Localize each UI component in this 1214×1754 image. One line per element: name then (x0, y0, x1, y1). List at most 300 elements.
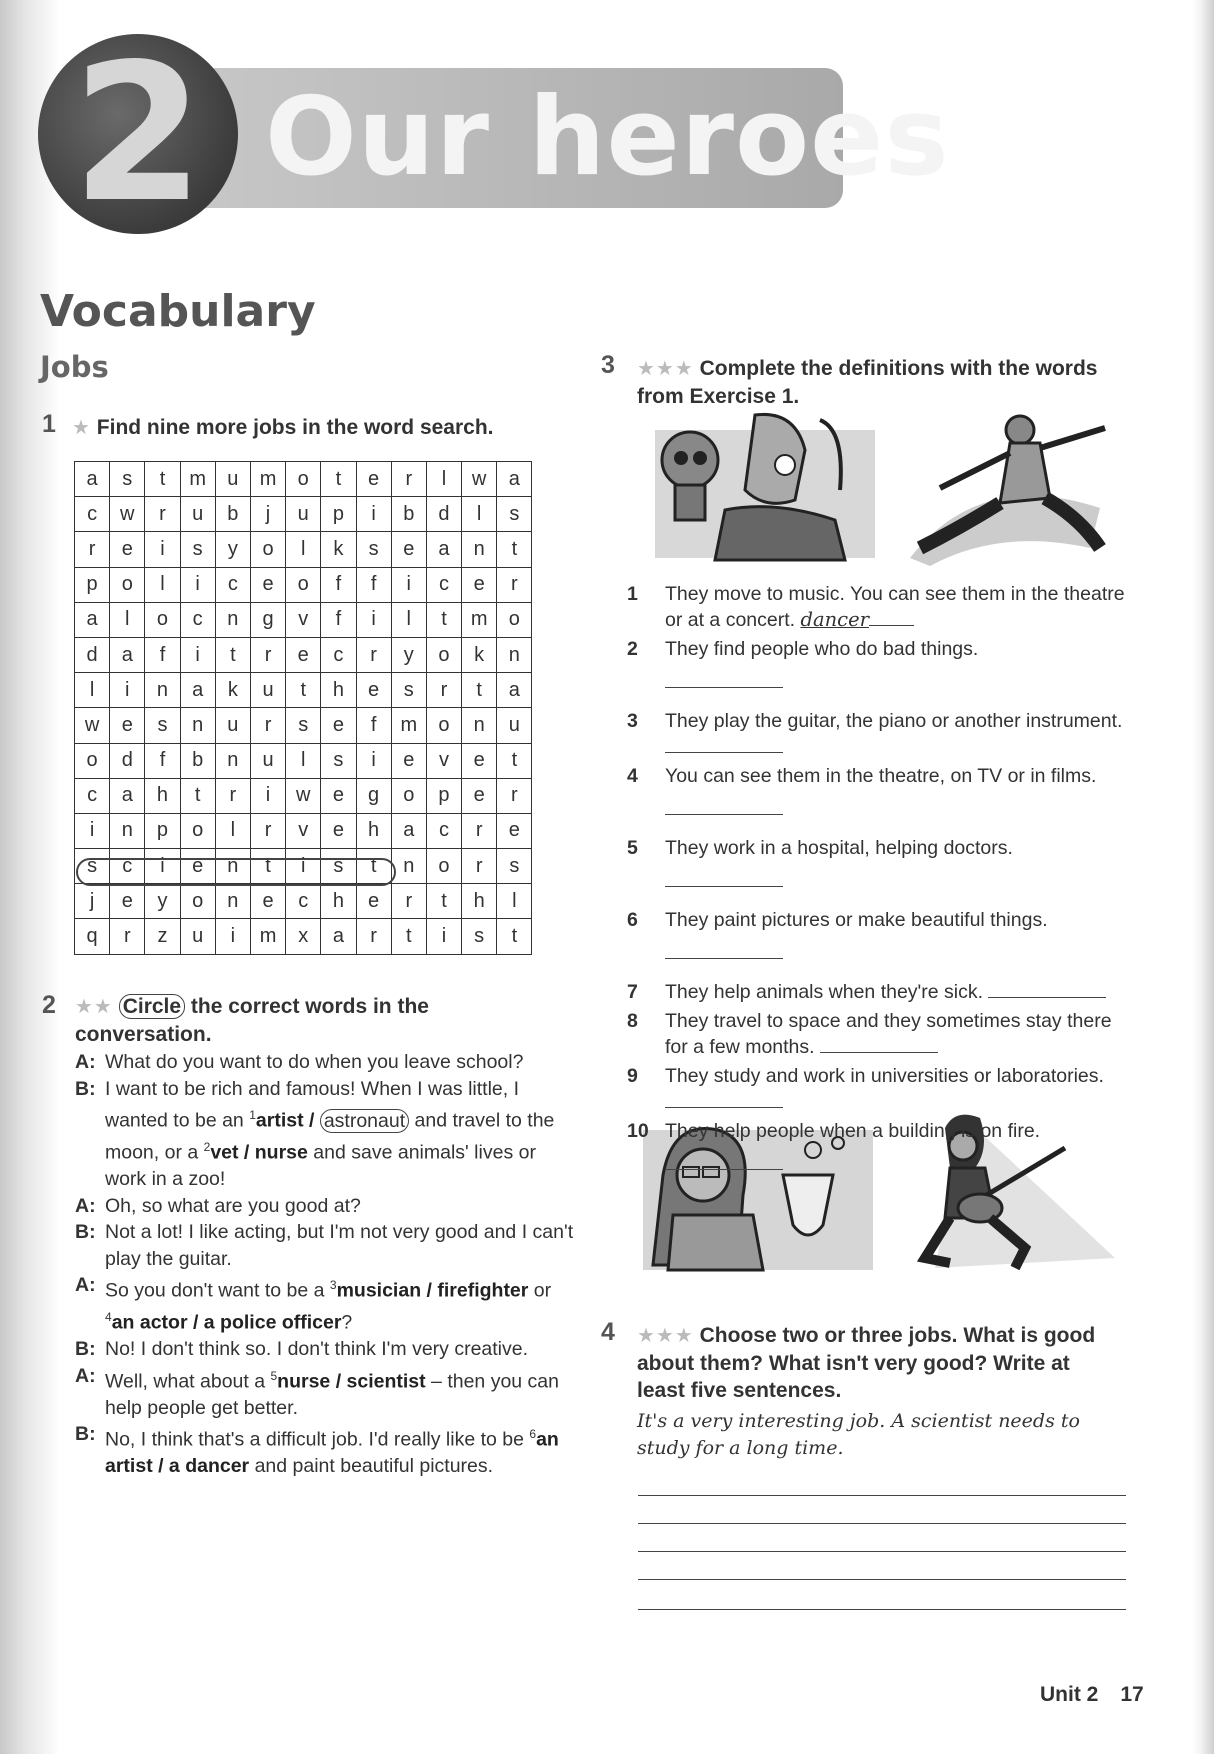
grid-letter[interactable]: s (110, 462, 145, 497)
grid-letter[interactable]: y (215, 532, 250, 567)
answer-blank[interactable] (869, 608, 914, 626)
grid-letter[interactable]: p (321, 497, 356, 532)
grid-letter[interactable]: e (321, 778, 356, 813)
grid-letter[interactable]: s (321, 743, 356, 778)
grid-letter[interactable]: c (180, 602, 215, 637)
footer-unit: Unit 2 (1040, 1683, 1099, 1706)
grid-letter[interactable]: s (391, 673, 426, 708)
grid-letter[interactable]: r (75, 532, 110, 567)
grid-letter[interactable]: w (75, 708, 110, 743)
definition-text: You can see them in the theatre, on TV or in films. (665, 765, 1097, 787)
definition-number: 9 (627, 1065, 638, 1087)
exercise-3-text: Complete the definitions with the words from Exercise 1. (637, 357, 1098, 408)
definition-text: They help people when a building is on fire. (665, 1120, 1041, 1142)
definition-text: They paint pictures or make beautiful things. (665, 909, 1048, 931)
grid-letter[interactable]: w (110, 497, 145, 532)
grid-letter[interactable]: a (426, 532, 461, 567)
grid-letter[interactable]: j (75, 884, 110, 919)
grid-letter[interactable]: n (180, 708, 215, 743)
grid-row (75, 813, 532, 848)
answer-blank[interactable] (820, 1035, 938, 1053)
grid-letter[interactable]: r (391, 884, 426, 919)
grid-letter[interactable]: e (462, 567, 497, 602)
grid-letter[interactable]: l (215, 813, 250, 848)
grid-letter[interactable]: t (180, 778, 215, 813)
grid-letter[interactable]: r (356, 637, 391, 672)
grid-row (75, 743, 532, 778)
grid-letter[interactable]: s (497, 849, 532, 884)
writing-line[interactable] (638, 1579, 1126, 1580)
grid-letter[interactable]: p (145, 813, 180, 848)
grid-letter[interactable]: h (321, 884, 356, 919)
grid-letter[interactable]: v (286, 602, 321, 637)
grid-letter[interactable]: i (356, 602, 391, 637)
definition-number: 3 (627, 710, 638, 732)
grid-letter[interactable]: t (426, 884, 461, 919)
line-text: and save animals' lives or work in a zoo! (105, 1141, 536, 1190)
grid-letter[interactable]: l (497, 884, 532, 919)
grid-letter[interactable]: t (250, 849, 285, 884)
grid-letter[interactable]: e (321, 813, 356, 848)
conversation-line (75, 1076, 575, 1193)
definition-number: 7 (627, 981, 638, 1003)
conversation-text (105, 1336, 575, 1363)
grid-letter[interactable]: c (286, 884, 321, 919)
word-choice[interactable]: an artist / a dancer (105, 1428, 559, 1477)
grid-letter[interactable]: e (180, 849, 215, 884)
grid-letter[interactable]: f (321, 602, 356, 637)
exercise-1-number: 1 (42, 410, 56, 438)
grid-letter[interactable]: m (462, 602, 497, 637)
grid-letter[interactable]: k (462, 637, 497, 672)
grid-letter[interactable]: c (75, 778, 110, 813)
conversation-text (105, 1076, 575, 1193)
grid-letter[interactable]: a (497, 673, 532, 708)
grid-letter[interactable]: t (321, 462, 356, 497)
definition-text-block (665, 907, 1137, 959)
grid-letter[interactable]: l (145, 567, 180, 602)
grid-letter[interactable]: i (145, 849, 180, 884)
grid-letter[interactable]: i (215, 919, 250, 954)
speaker-label: A: (75, 1364, 96, 1387)
answer-blank[interactable] (665, 933, 783, 959)
section-subtitle: Jobs (40, 350, 109, 384)
grid-letter[interactable]: r (426, 673, 461, 708)
grid-letter[interactable]: o (250, 532, 285, 567)
grid-letter[interactable]: e (497, 813, 532, 848)
grid-letter[interactable]: c (321, 637, 356, 672)
line-text: Not a lot! I like acting, but I'm not very good and I can't play the guitar. (105, 1221, 574, 1270)
definition-text-block (665, 835, 1137, 887)
unit-number: 2 (71, 23, 205, 244)
definition-number: 5 (627, 837, 638, 859)
grid-letter[interactable]: s (75, 849, 110, 884)
conversation-line (75, 1363, 575, 1422)
grid-letter[interactable]: t (215, 637, 250, 672)
grid-letter[interactable]: r (250, 813, 285, 848)
exercise-2-text: the correct words in the conversation. (75, 995, 429, 1046)
grid-letter[interactable]: c (75, 497, 110, 532)
speaker-label: A: (75, 1194, 96, 1217)
grid-letter[interactable]: o (286, 462, 321, 497)
grid-letter[interactable]: o (391, 778, 426, 813)
grid-row (75, 919, 532, 954)
speaker-label: A: (75, 1051, 96, 1073)
conversation-text (105, 1193, 575, 1220)
grid-letter[interactable]: r (497, 567, 532, 602)
gap-number: 6 (529, 1427, 537, 1441)
definition-text-block (665, 763, 1137, 815)
grid-letter[interactable]: t (356, 849, 391, 884)
grid-letter[interactable]: m (250, 919, 285, 954)
word-choice[interactable]: artist / (255, 1109, 320, 1132)
line-text: So you don't want to be a (105, 1279, 330, 1302)
gap-number: 4 (105, 1310, 112, 1324)
page-footer (1040, 1683, 1166, 1707)
line-text: and paint beautiful pictures. (249, 1455, 494, 1477)
word-choice[interactable]: nurse / scientist (277, 1370, 426, 1392)
grid-letter[interactable]: m (250, 462, 285, 497)
grid-letter[interactable]: n (215, 884, 250, 919)
grid-letter[interactable]: i (180, 637, 215, 672)
writing-line[interactable] (638, 1551, 1126, 1552)
grid-letter[interactable]: j (250, 497, 285, 532)
difficulty-stars: ★★★ (637, 358, 694, 380)
grid-letter[interactable]: i (145, 532, 180, 567)
grid-letter[interactable]: r (462, 849, 497, 884)
grid-letter[interactable]: l (110, 602, 145, 637)
conversation-line (75, 1421, 575, 1480)
grid-letter[interactable]: n (462, 532, 497, 567)
answer-blank[interactable] (665, 861, 783, 887)
grid-letter[interactable]: o (426, 849, 461, 884)
grid-letter[interactable]: n (215, 743, 250, 778)
grid-row (75, 567, 532, 602)
grid-letter[interactable]: e (110, 708, 145, 743)
grid-letter[interactable]: i (391, 567, 426, 602)
grid-letter[interactable]: e (356, 884, 391, 919)
conversation-text (105, 1272, 575, 1336)
line-text: I want to be rich and famous! When I was little, I wanted to be an (105, 1077, 520, 1132)
grid-letter[interactable]: b (215, 497, 250, 532)
grid-letter[interactable]: p (75, 567, 110, 602)
grid-letter[interactable]: o (110, 567, 145, 602)
answer-blank[interactable] (665, 789, 783, 815)
grid-letter[interactable]: d (75, 637, 110, 672)
definition-item (627, 979, 1137, 1005)
grid-letter[interactable]: e (356, 673, 391, 708)
grid-letter[interactable]: a (75, 462, 110, 497)
grid-letter[interactable]: s (286, 708, 321, 743)
grid-letter[interactable]: t (462, 673, 497, 708)
definition-number: 1 (627, 583, 638, 605)
speaker-label: A: (75, 1274, 96, 1296)
grid-letter[interactable]: f (356, 567, 391, 602)
grid-letter[interactable]: d (426, 497, 461, 532)
conversation-line (75, 1219, 575, 1272)
writing-line[interactable] (638, 1495, 1126, 1496)
grid-letter[interactable]: r (145, 497, 180, 532)
exercise-3-instruction (637, 355, 1107, 410)
grid-row (75, 673, 532, 708)
grid-letter[interactable]: a (180, 673, 215, 708)
grid-letter[interactable]: v (426, 743, 461, 778)
grid-letter[interactable]: i (110, 673, 145, 708)
line-text: or (528, 1279, 552, 1302)
definition-text: They play the guitar, the piano or another instrument. (665, 710, 1123, 732)
grid-letter[interactable]: e (462, 743, 497, 778)
grid-letter[interactable]: u (180, 919, 215, 954)
grid-letter[interactable]: s (497, 497, 532, 532)
grid-row (75, 708, 532, 743)
answer-blank[interactable] (988, 980, 1106, 998)
grid-letter[interactable]: v (286, 813, 321, 848)
exercise-4-instruction (637, 1322, 1107, 1404)
grid-letter[interactable]: e (321, 708, 356, 743)
exercise-1-instruction (72, 414, 494, 442)
grid-letter[interactable]: c (426, 567, 461, 602)
grid-letter[interactable]: a (497, 462, 532, 497)
grid-letter[interactable]: r (391, 462, 426, 497)
grid-letter[interactable]: s (180, 532, 215, 567)
grid-letter[interactable]: t (426, 602, 461, 637)
grid-letter[interactable]: u (286, 497, 321, 532)
exercise-4-number: 4 (601, 1318, 615, 1346)
grid-letter[interactable]: s (145, 708, 180, 743)
answer-blank[interactable] (665, 735, 783, 753)
grid-letter[interactable]: t (497, 919, 532, 954)
grid-letter[interactable]: i (180, 567, 215, 602)
grid-letter[interactable]: h (356, 813, 391, 848)
grid-letter[interactable]: e (250, 567, 285, 602)
grid-letter[interactable]: y (391, 637, 426, 672)
definition-item (627, 763, 1137, 815)
definition-item (627, 1063, 1137, 1115)
example-answer: It's a very interesting job. A scientist needs to study for a long time. (637, 1410, 1080, 1459)
grid-letter[interactable]: n (215, 849, 250, 884)
grid-letter[interactable]: y (145, 884, 180, 919)
grid-letter[interactable]: q (75, 919, 110, 954)
definition-item (627, 636, 1137, 688)
grid-letter[interactable]: c (215, 567, 250, 602)
grid-letter[interactable]: f (321, 567, 356, 602)
circled-answer[interactable]: astronaut (320, 1109, 409, 1133)
grid-row (75, 532, 532, 567)
grid-letter[interactable]: k (321, 532, 356, 567)
writing-line[interactable] (638, 1609, 1126, 1610)
grid-letter[interactable]: l (286, 743, 321, 778)
grid-letter[interactable]: f (145, 637, 180, 672)
answer-blank[interactable] (665, 1090, 783, 1108)
grid-letter[interactable]: m (391, 708, 426, 743)
grid-letter[interactable]: t (497, 532, 532, 567)
definition-number: 6 (627, 909, 638, 931)
grid-letter[interactable]: b (180, 743, 215, 778)
line-text: No, I think that's a difficult job. I'd really like to be (105, 1428, 530, 1451)
grid-letter[interactable]: e (250, 884, 285, 919)
conversation (75, 1049, 575, 1480)
grid-letter[interactable]: n (145, 673, 180, 708)
conversation-text (105, 1219, 575, 1272)
word-choice[interactable]: an actor / a police officer (111, 1311, 342, 1334)
grid-letter[interactable]: w (286, 778, 321, 813)
definition-text-block (665, 581, 1137, 633)
conversation-line (75, 1049, 575, 1076)
grid-letter[interactable]: i (356, 497, 391, 532)
grid-letter[interactable]: n (391, 849, 426, 884)
answer-blank[interactable] (665, 1144, 783, 1170)
grid-row (75, 462, 532, 497)
definition-item (627, 1008, 1137, 1060)
grid-letter[interactable]: f (145, 743, 180, 778)
grid-letter[interactable]: t (286, 673, 321, 708)
grid-letter[interactable]: k (215, 673, 250, 708)
grid-letter[interactable]: o (426, 637, 461, 672)
grid-letter[interactable]: r (250, 637, 285, 672)
writing-line[interactable] (638, 1523, 1126, 1524)
grid-letter[interactable]: d (110, 743, 145, 778)
definition-text: They find people who do bad things. (665, 638, 979, 660)
grid-letter[interactable]: g (356, 778, 391, 813)
grid-letter[interactable]: s (462, 919, 497, 954)
grid-letter[interactable]: e (286, 637, 321, 672)
answer-blank[interactable] (665, 662, 783, 688)
grid-letter[interactable]: i (250, 778, 285, 813)
grid-letter[interactable]: o (426, 708, 461, 743)
grid-letter[interactable]: m (180, 462, 215, 497)
definition-text: They study and work in universities or laboratories. (665, 1065, 1104, 1087)
difficulty-stars: ★★ (75, 996, 113, 1018)
grid-letter[interactable]: r (462, 813, 497, 848)
grid-letter[interactable]: b (391, 497, 426, 532)
grid-letter[interactable]: r (215, 778, 250, 813)
grid-letter[interactable]: f (356, 708, 391, 743)
definition-text-block (665, 1063, 1137, 1115)
word-choice[interactable]: musician / firefighter (336, 1279, 529, 1302)
conversation-line (75, 1193, 575, 1220)
page-edge-shadow (0, 0, 60, 1754)
line-text: – then you can help people get better. (105, 1370, 559, 1419)
grid-letter[interactable]: r (110, 919, 145, 954)
grid-letter[interactable]: u (180, 497, 215, 532)
grid-letter[interactable]: r (250, 708, 285, 743)
exercise-2-instruction (75, 993, 565, 1048)
gap-number: 5 (270, 1368, 278, 1383)
grid-letter[interactable]: a (110, 778, 145, 813)
grid-letter[interactable]: x (286, 919, 321, 954)
grid-letter[interactable]: a (321, 919, 356, 954)
definition-text-block (665, 636, 1137, 688)
word-circle-scientist (76, 858, 396, 886)
grid-row (75, 778, 532, 813)
grid-row (75, 884, 532, 919)
grid-letter[interactable]: l (75, 673, 110, 708)
grid-letter[interactable]: t (391, 919, 426, 954)
grid-letter[interactable]: u (215, 462, 250, 497)
grid-letter[interactable]: w (462, 462, 497, 497)
grid-letter[interactable]: u (215, 708, 250, 743)
definition-number: 2 (627, 638, 638, 660)
grid-letter[interactable]: i (426, 919, 461, 954)
grid-letter[interactable]: h (321, 673, 356, 708)
grid-letter[interactable]: u (250, 743, 285, 778)
grid-letter[interactable]: l (286, 532, 321, 567)
line-text: Oh, so what are you good at? (105, 1194, 361, 1217)
grid-letter[interactable]: p (426, 778, 461, 813)
page-number: 17 (1120, 1683, 1144, 1706)
grid-letter[interactable]: u (250, 673, 285, 708)
grid-letter[interactable]: l (391, 602, 426, 637)
grid-letter[interactable]: i (356, 743, 391, 778)
definition-number: 8 (627, 1010, 638, 1032)
illustration-actor-with-skull (645, 410, 880, 565)
grid-letter[interactable]: r (497, 778, 532, 813)
grid-letter[interactable]: c (426, 813, 461, 848)
conversation-text (105, 1363, 575, 1422)
grid-letter[interactable]: e (391, 743, 426, 778)
line-text: and travel to the moon, or a (105, 1109, 555, 1164)
definition-text: They work in a hospital, helping doctors. (665, 837, 1013, 859)
exercise-2-number: 2 (42, 991, 56, 1019)
grid-letter[interactable]: h (462, 884, 497, 919)
grid-letter[interactable]: g (250, 602, 285, 637)
exercise-1-text: Find nine more jobs in the word search. (96, 416, 494, 439)
grid-letter[interactable]: s (356, 532, 391, 567)
grid-letter[interactable]: t (145, 462, 180, 497)
grid-letter[interactable]: e (391, 532, 426, 567)
grid-letter[interactable]: e (356, 462, 391, 497)
grid-letter[interactable]: u (497, 708, 532, 743)
line-text: What do you want to do when you leave school? (105, 1051, 524, 1073)
grid-letter[interactable]: s (321, 849, 356, 884)
grid-letter[interactable]: o (75, 743, 110, 778)
grid-letter[interactable]: a (110, 637, 145, 672)
gap-number: 3 (329, 1278, 337, 1292)
grid-letter[interactable]: l (462, 497, 497, 532)
grid-letter[interactable]: o (180, 813, 215, 848)
grid-letter[interactable]: z (145, 919, 180, 954)
grid-letter[interactable]: a (75, 602, 110, 637)
page-edge-right (1192, 0, 1214, 1754)
grid-letter[interactable]: n (110, 813, 145, 848)
grid-letter[interactable]: h (145, 778, 180, 813)
grid-letter[interactable]: n (497, 637, 532, 672)
grid-letter[interactable]: i (75, 813, 110, 848)
grid-letter[interactable]: a (391, 813, 426, 848)
grid-letter[interactable]: o (145, 602, 180, 637)
grid-letter[interactable]: o (497, 602, 532, 637)
grid-letter[interactable]: e (462, 778, 497, 813)
grid-letter[interactable]: n (462, 708, 497, 743)
grid-letter[interactable]: e (110, 532, 145, 567)
grid-letter[interactable]: r (356, 919, 391, 954)
grid-letter[interactable]: c (110, 849, 145, 884)
definition-text-block (665, 979, 1137, 1005)
grid-letter[interactable]: o (180, 884, 215, 919)
grid-letter[interactable]: t (497, 743, 532, 778)
grid-letter[interactable]: e (110, 884, 145, 919)
grid-letter[interactable]: n (215, 602, 250, 637)
grid-letter[interactable]: i (286, 849, 321, 884)
grid-letter[interactable]: o (286, 567, 321, 602)
definition-text-block (665, 708, 1137, 760)
grid-letter[interactable]: l (426, 462, 461, 497)
definition-text-block (665, 1008, 1137, 1060)
circle-word: Circle (119, 994, 185, 1019)
speaker-label: B: (75, 1221, 96, 1243)
line-text: No! I don't think so. I don't think I'm very creative. (105, 1338, 529, 1360)
word-choice[interactable]: vet / nurse (210, 1141, 308, 1164)
